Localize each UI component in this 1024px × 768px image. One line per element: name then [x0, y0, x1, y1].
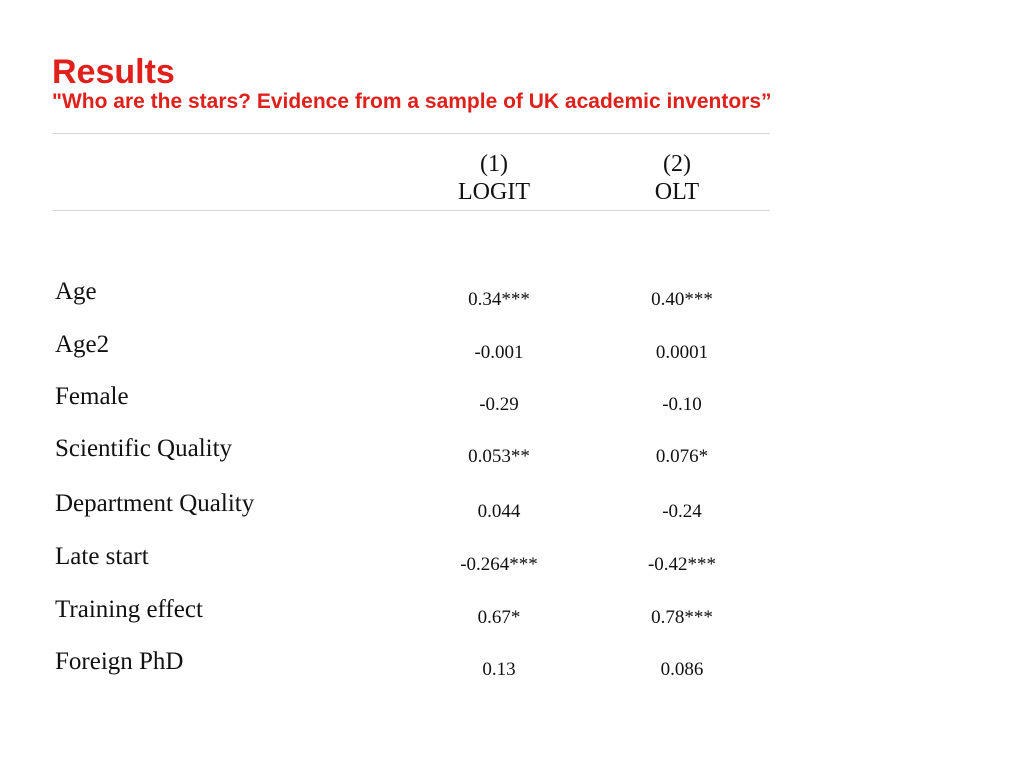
olt-value: -0.24: [662, 501, 702, 522]
row-label: Female: [55, 383, 129, 410]
row-label: Training effect: [55, 596, 203, 623]
olt-value: -0.10: [662, 394, 702, 415]
logit-value: 0.67*: [477, 607, 521, 628]
column-model: OLT: [654, 179, 700, 205]
column-header-olt: [597, 150, 757, 206]
logit-value: 0.053**: [468, 446, 530, 467]
table-row: [0, 646, 1024, 686]
logit-value: 0.044: [477, 501, 521, 522]
olt-value: 0.78***: [651, 607, 713, 628]
column-number: (1): [480, 151, 508, 177]
slide-title: Results: [52, 53, 175, 91]
logit-value: 0.13: [482, 659, 516, 680]
table-row: [0, 488, 1024, 528]
row-label: Scientific Quality: [55, 435, 233, 462]
row-label: Foreign PhD: [55, 648, 184, 675]
logit-value: 0.34***: [468, 289, 530, 310]
olt-value: 0.086: [660, 659, 704, 680]
olt-value: -0.42***: [647, 554, 717, 575]
olt-value: 0.076*: [655, 446, 709, 467]
logit-value: -0.29: [479, 394, 519, 415]
slide-subtitle: "Who are the stars? Evidence from a sample of UK academic inventors”: [52, 90, 772, 113]
row-label: Late start: [55, 543, 149, 570]
column-model: LOGIT: [458, 179, 530, 205]
column-header-logit: [414, 150, 574, 206]
logit-value: -0.264***: [460, 554, 538, 575]
row-label: Age: [55, 278, 97, 305]
table-row: [0, 329, 1024, 369]
logit-value: -0.001: [474, 342, 524, 363]
table-header-rule: [52, 210, 770, 211]
row-label: Age2: [55, 331, 110, 358]
table-row: [0, 276, 1024, 316]
olt-value: 0.40***: [651, 289, 713, 310]
olt-value: 0.0001: [655, 342, 709, 363]
column-number: (2): [663, 151, 691, 177]
table-row: [0, 594, 1024, 634]
row-label: Department Quality: [55, 490, 255, 517]
table-row: [0, 381, 1024, 421]
table-top-rule: [52, 133, 770, 134]
table-row: [0, 433, 1024, 473]
table-row: [0, 541, 1024, 581]
